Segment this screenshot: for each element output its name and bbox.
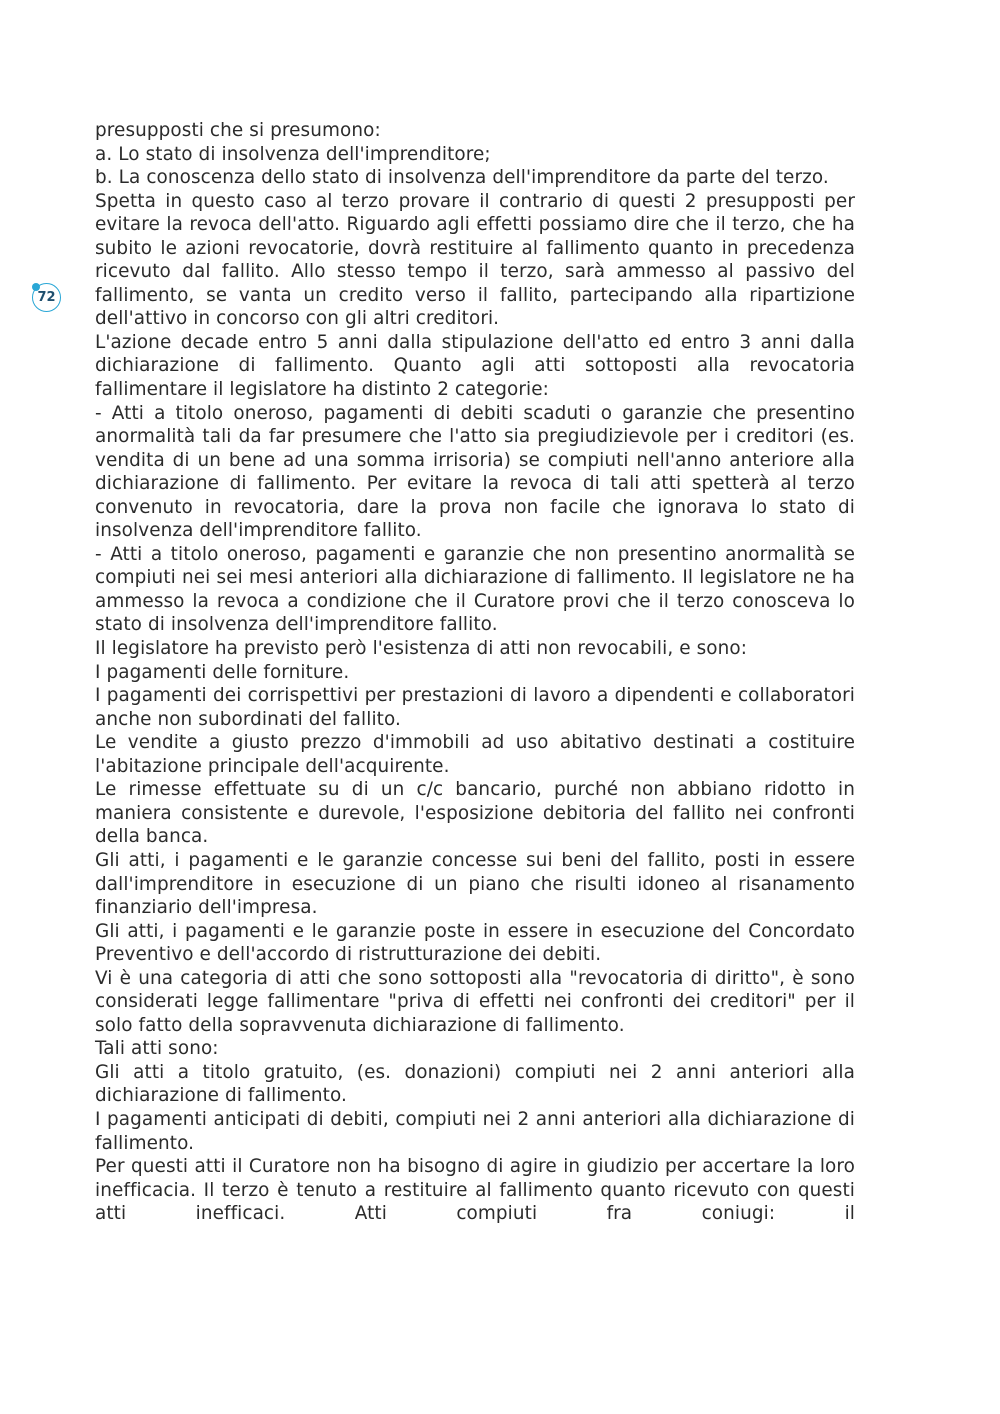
paragraph: Tali atti sono: <box>95 1038 219 1060</box>
paragraph: L'azione decade entro 5 anni dalla stipulazione dell'atto ed entro 3 anni dalla dichiarazione di fallimento. Quanto agli atti sottoposti alla revocatoria fallimentare il legislatore ha distinto 2 categorie: <box>95 331 855 401</box>
page-number-badge <box>32 283 61 312</box>
list-item: Le vendite a giusto prezzo d'immobili ad uso abitativo destinati a costituire l'abitazione principale dell'acquirente. <box>95 732 855 777</box>
paragraph: b. La conoscenza dello stato di insolvenza dell'imprenditore da parte del terzo. <box>95 167 829 189</box>
list-item: Gli atti, i pagamenti e le garanzie poste in essere in esecuzione del Concordato Preventivo e dell'accordo di ristrutturazione dei debiti. <box>95 920 855 966</box>
list-item: - Atti a titolo oneroso, pagamenti e garanzie che non presentino anormalità se compiuti nei sei mesi anteriori alla dichiarazione di fallimento. Il legislatore ne ha ammesso la revoca a condizione che il Curatore provi che il terzo conosceva lo stato di insolvenza dell'imprenditore fallito. <box>95 543 855 636</box>
document-body <box>95 119 855 1226</box>
paragraph: Per questi atti il Curatore non ha bisogno di agire in giudizio per accertare la loro inefficacia. Il terzo è tenuto a restituire al fallimento quanto ricevuto con questi atti inefficaci. Atti compiuti fra coniugi: il <box>95 1156 855 1225</box>
list-item: I pagamenti anticipati di debiti, compiuti nei 2 anni anteriori alla dichiarazione di fallimento. <box>95 1108 855 1154</box>
paragraph: Il legislatore ha previsto però l'esistenza di atti non revocabili, e sono: <box>95 638 748 660</box>
list-item: Gli atti, i pagamenti e le garanzie concesse sui beni del fallito, posti in essere dall'imprenditore in esecuzione di un piano che risulti idoneo al risanamento finanziario dell'impresa. <box>95 849 855 919</box>
page-number: 72 <box>37 290 56 305</box>
list-item: Le rimesse effettuate su di un c/c bancario, purché non abbiano ridotto in maniera consistente e durevole, l'esposizione debitoria del fallito nei confronti della banca. <box>95 779 855 848</box>
paragraph: presupposti che si presumono: <box>95 120 381 141</box>
list-item: I pagamenti dei corrispettivi per prestazioni di lavoro a dipendenti e collaboratori anche non subordinati del fallito. <box>95 685 855 730</box>
list-item: Gli atti a titolo gratuito, (es. donazioni) compiuti nei 2 anni anteriori alla dichiarazione di fallimento. <box>95 1061 855 1107</box>
paragraph: Spetta in questo caso al terzo provare il contrario di questi 2 presupposti per evitare la revoca dell'atto. Riguardo agli effetti possiamo dire che il terzo, che ha subito le azioni revocatorie, dovrà restituire al fallimento quanto in precedenza ricevuto dal fallito. Allo stesso tempo il terzo, sarà ammesso al passivo del fallimento, se vanta un credito verso il fallito, partecipando alla ripartizione dell'attivo in concorso con gli altri creditori. <box>95 190 855 330</box>
paragraph: Vi è una categoria di atti che sono sottoposti alla "revocatoria di diritto", è sono considerati legge fallimentare "priva di effetti nei confronti dei creditori" per il solo fatto della sopravvenuta dichiarazione di fallimento. <box>95 967 855 1036</box>
paragraph: a. Lo stato di insolvenza dell'imprenditore; <box>95 143 491 165</box>
list-item: - Atti a titolo oneroso, pagamenti di debiti scaduti o garanzie che presentino anormalità tali da far presumere che l'atto sia pregiudizievole per i creditori (es. vendita di un bene ad una somma irrisoria) se compiuti nell'anno anteriore alla dichiarazione di fallimento. Per evitare la revoca di tali atti spetterà al terzo convenuto in revocatoria, dare la prova non facile che ignorava lo stato di insolvenza dell'imprenditore fallito. <box>95 402 855 542</box>
list-item: I pagamenti delle forniture. <box>95 661 350 683</box>
